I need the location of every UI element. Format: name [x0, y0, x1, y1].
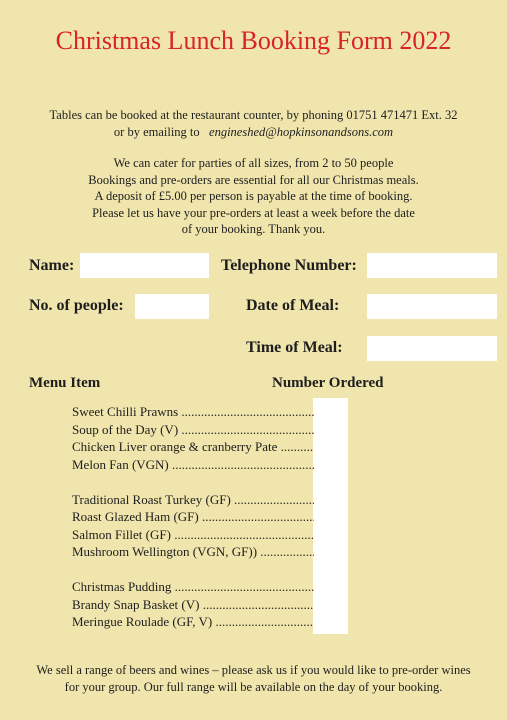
- page-title: Christmas Lunch Booking Form 2022: [55, 26, 452, 55]
- terms-line: A deposit of £5.00 per person is payable at the time of booking.: [94, 189, 413, 203]
- booking-methods-line: Tables can be booked at the restaurant counter, by phoning 01751 471471 Ext. 32: [49, 108, 458, 122]
- date-label: Date of Meal:: [246, 297, 340, 314]
- menu-item: Salmon Fillet (GF) .....: [72, 526, 314, 544]
- terms-block: [0, 155, 507, 238]
- time-field[interactable]: [367, 336, 497, 361]
- time-label: Time of Meal:: [246, 339, 343, 356]
- name-label: Name:: [29, 257, 75, 274]
- people-label: No. of people:: [29, 297, 124, 314]
- menu-item: Soup of the Day (V) .....: [72, 421, 314, 439]
- booking-info: [0, 107, 507, 140]
- menu-item-header: Menu Item: [29, 375, 101, 391]
- footer-line: for your group. Our full range will be available on the day of your booking.: [64, 680, 443, 694]
- email-link[interactable]: engineshed@hopkinsonandsons.com: [209, 124, 394, 139]
- people-field[interactable]: [135, 294, 209, 319]
- menu-item: Christmas Pudding .....: [72, 578, 314, 596]
- menu-item: Sweet Chilli Prawns .....: [72, 403, 314, 421]
- menu-item: Traditional Roast Turkey (GF) .....: [72, 491, 314, 509]
- desserts-group: [72, 578, 314, 631]
- menu-item: Brandy Snap Basket (V) .....: [72, 596, 314, 614]
- number-ordered-column[interactable]: [313, 398, 348, 634]
- email-prefix: or by emailing to: [113, 124, 200, 139]
- name-field[interactable]: [80, 253, 209, 278]
- footer-note: [0, 662, 507, 696]
- menu-item: Chicken Liver orange & cranberry Pate .....: [72, 438, 314, 456]
- telephone-label: Telephone Number:: [221, 257, 357, 274]
- mains-group: [72, 491, 314, 561]
- menu-item: Mushroom Wellington (VGN, GF)) .....: [72, 543, 314, 561]
- terms-line: We can cater for parties of all sizes, from 2 to 50 people: [113, 156, 394, 170]
- terms-line: of your booking. Thank you.: [181, 222, 326, 236]
- menu-list: [72, 403, 314, 648]
- telephone-field[interactable]: [367, 253, 497, 278]
- starters-group: [72, 403, 314, 473]
- menu-item: Melon Fan (VGN) .....: [72, 456, 314, 474]
- terms-line: Bookings and pre-orders are essential for all our Christmas meals.: [88, 172, 419, 187]
- date-field[interactable]: [367, 294, 497, 319]
- menu-item: Meringue Roulade (GF, V) .....: [72, 613, 314, 631]
- menu-item: Roast Glazed Ham (GF) .....: [72, 508, 314, 526]
- terms-line: Please let us have your pre-orders at least a week before the date: [92, 205, 415, 220]
- number-ordered-header: Number Ordered: [272, 375, 384, 391]
- footer-line: We sell a range of beers and wines – please ask us if you would like to pre-order wines: [36, 663, 471, 677]
- email-line: [0, 124, 507, 141]
